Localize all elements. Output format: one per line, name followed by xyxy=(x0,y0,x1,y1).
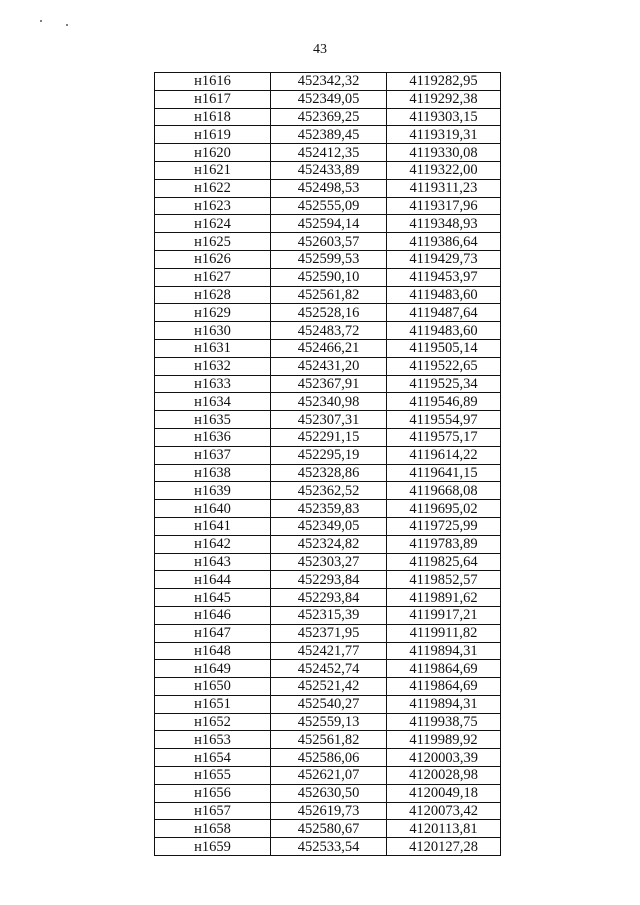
y-coordinate-cell: 4119303,15 xyxy=(387,108,501,126)
x-coordinate-cell: 452412,35 xyxy=(271,144,387,162)
table-row xyxy=(155,161,501,179)
x-coordinate-cell: 452328,86 xyxy=(271,464,387,482)
x-coordinate-cell: 452421,77 xyxy=(271,642,387,660)
page-number: 43 xyxy=(313,42,327,57)
table-row xyxy=(155,90,501,108)
point-id-cell: н1646 xyxy=(155,606,271,624)
point-id-cell: н1635 xyxy=(155,411,271,429)
point-id-cell: н1629 xyxy=(155,304,271,322)
point-id-cell: н1649 xyxy=(155,660,271,678)
y-coordinate-cell: 4119891,62 xyxy=(387,589,501,607)
x-coordinate-cell: 452342,32 xyxy=(271,73,387,91)
point-id-cell: н1621 xyxy=(155,161,271,179)
x-coordinate-cell: 452619,73 xyxy=(271,802,387,820)
point-id-cell: н1625 xyxy=(155,233,271,251)
y-coordinate-cell: 4119292,38 xyxy=(387,90,501,108)
table-row xyxy=(155,108,501,126)
x-coordinate-cell: 452603,57 xyxy=(271,233,387,251)
scan-dot-right xyxy=(66,24,68,26)
point-id-cell: н1617 xyxy=(155,90,271,108)
x-coordinate-cell: 452580,67 xyxy=(271,820,387,838)
x-coordinate-cell: 452561,82 xyxy=(271,286,387,304)
point-id-cell: н1631 xyxy=(155,339,271,357)
x-coordinate-cell: 452561,82 xyxy=(271,731,387,749)
y-coordinate-cell: 4120127,28 xyxy=(387,838,501,856)
point-id-cell: н1641 xyxy=(155,517,271,535)
point-id-cell: н1628 xyxy=(155,286,271,304)
table-row xyxy=(155,446,501,464)
table-row xyxy=(155,215,501,233)
x-coordinate-cell: 452533,54 xyxy=(271,838,387,856)
table-row xyxy=(155,767,501,785)
point-id-cell: н1616 xyxy=(155,73,271,91)
y-coordinate-cell: 4119483,60 xyxy=(387,286,501,304)
table-row xyxy=(155,713,501,731)
x-coordinate-cell: 452540,27 xyxy=(271,695,387,713)
y-coordinate-cell: 4119282,95 xyxy=(387,73,501,91)
x-coordinate-cell: 452293,84 xyxy=(271,571,387,589)
point-id-cell: н1627 xyxy=(155,268,271,286)
x-coordinate-cell: 452498,53 xyxy=(271,179,387,197)
scan-dot-left xyxy=(40,20,42,22)
point-id-cell: н1657 xyxy=(155,802,271,820)
table-row xyxy=(155,197,501,215)
y-coordinate-cell: 4119317,96 xyxy=(387,197,501,215)
x-coordinate-cell: 452452,74 xyxy=(271,660,387,678)
point-id-cell: н1658 xyxy=(155,820,271,838)
x-coordinate-cell: 452359,83 xyxy=(271,500,387,518)
y-coordinate-cell: 4119505,14 xyxy=(387,339,501,357)
point-id-cell: н1653 xyxy=(155,731,271,749)
table-row xyxy=(155,660,501,678)
coordinates-table-body xyxy=(155,73,501,856)
y-coordinate-cell: 4119546,89 xyxy=(387,393,501,411)
x-coordinate-cell: 452590,10 xyxy=(271,268,387,286)
point-id-cell: н1624 xyxy=(155,215,271,233)
x-coordinate-cell: 452367,91 xyxy=(271,375,387,393)
table-row xyxy=(155,339,501,357)
point-id-cell: н1636 xyxy=(155,428,271,446)
y-coordinate-cell: 4119864,69 xyxy=(387,660,501,678)
x-coordinate-cell: 452431,20 xyxy=(271,357,387,375)
table-row xyxy=(155,393,501,411)
point-id-cell: н1640 xyxy=(155,500,271,518)
point-id-cell: н1632 xyxy=(155,357,271,375)
point-id-cell: н1655 xyxy=(155,767,271,785)
table-row xyxy=(155,606,501,624)
y-coordinate-cell: 4119917,21 xyxy=(387,606,501,624)
y-coordinate-cell: 4119938,75 xyxy=(387,713,501,731)
point-id-cell: н1648 xyxy=(155,642,271,660)
table-row xyxy=(155,589,501,607)
x-coordinate-cell: 452521,42 xyxy=(271,678,387,696)
point-id-cell: н1643 xyxy=(155,553,271,571)
point-id-cell: н1652 xyxy=(155,713,271,731)
table-row xyxy=(155,286,501,304)
table-row xyxy=(155,357,501,375)
x-coordinate-cell: 452466,21 xyxy=(271,339,387,357)
y-coordinate-cell: 4119614,22 xyxy=(387,446,501,464)
x-coordinate-cell: 452369,25 xyxy=(271,108,387,126)
x-coordinate-cell: 452483,72 xyxy=(271,322,387,340)
y-coordinate-cell: 4119487,64 xyxy=(387,304,501,322)
y-coordinate-cell: 4119348,93 xyxy=(387,215,501,233)
x-coordinate-cell: 452528,16 xyxy=(271,304,387,322)
point-id-cell: н1651 xyxy=(155,695,271,713)
table-row xyxy=(155,250,501,268)
table-row xyxy=(155,411,501,429)
x-coordinate-cell: 452559,13 xyxy=(271,713,387,731)
y-coordinate-cell: 4120028,98 xyxy=(387,767,501,785)
x-coordinate-cell: 452362,52 xyxy=(271,482,387,500)
table-row xyxy=(155,179,501,197)
table-row xyxy=(155,678,501,696)
x-coordinate-cell: 452307,31 xyxy=(271,411,387,429)
y-coordinate-cell: 4119319,31 xyxy=(387,126,501,144)
x-coordinate-cell: 452555,09 xyxy=(271,197,387,215)
x-coordinate-cell: 452621,07 xyxy=(271,767,387,785)
table-row xyxy=(155,464,501,482)
table-row xyxy=(155,126,501,144)
table-row xyxy=(155,820,501,838)
point-id-cell: н1618 xyxy=(155,108,271,126)
table-row xyxy=(155,233,501,251)
y-coordinate-cell: 4119864,69 xyxy=(387,678,501,696)
point-id-cell: н1626 xyxy=(155,250,271,268)
x-coordinate-cell: 452324,82 xyxy=(271,535,387,553)
y-coordinate-cell: 4120049,18 xyxy=(387,784,501,802)
table-row xyxy=(155,624,501,642)
table-row xyxy=(155,553,501,571)
coordinates-table xyxy=(154,72,501,856)
table-row xyxy=(155,571,501,589)
point-id-cell: н1619 xyxy=(155,126,271,144)
point-id-cell: н1650 xyxy=(155,678,271,696)
x-coordinate-cell: 452371,95 xyxy=(271,624,387,642)
y-coordinate-cell: 4119825,64 xyxy=(387,553,501,571)
y-coordinate-cell: 4119575,17 xyxy=(387,428,501,446)
table-row xyxy=(155,428,501,446)
y-coordinate-cell: 4119725,99 xyxy=(387,517,501,535)
x-coordinate-cell: 452586,06 xyxy=(271,749,387,767)
x-coordinate-cell: 452630,50 xyxy=(271,784,387,802)
y-coordinate-cell: 4119453,97 xyxy=(387,268,501,286)
x-coordinate-cell: 452340,98 xyxy=(271,393,387,411)
y-coordinate-cell: 4120113,81 xyxy=(387,820,501,838)
table-row xyxy=(155,322,501,340)
point-id-cell: н1644 xyxy=(155,571,271,589)
point-id-cell: н1645 xyxy=(155,589,271,607)
point-id-cell: н1630 xyxy=(155,322,271,340)
table-row xyxy=(155,749,501,767)
table-row xyxy=(155,500,501,518)
x-coordinate-cell: 452295,19 xyxy=(271,446,387,464)
point-id-cell: н1654 xyxy=(155,749,271,767)
point-id-cell: н1659 xyxy=(155,838,271,856)
y-coordinate-cell: 4119322,00 xyxy=(387,161,501,179)
table-row xyxy=(155,642,501,660)
y-coordinate-cell: 4120073,42 xyxy=(387,802,501,820)
y-coordinate-cell: 4119894,31 xyxy=(387,642,501,660)
x-coordinate-cell: 452594,14 xyxy=(271,215,387,233)
x-coordinate-cell: 452315,39 xyxy=(271,606,387,624)
y-coordinate-cell: 4119989,92 xyxy=(387,731,501,749)
y-coordinate-cell: 4119554,97 xyxy=(387,411,501,429)
y-coordinate-cell: 4119783,89 xyxy=(387,535,501,553)
table-row xyxy=(155,802,501,820)
table-row xyxy=(155,535,501,553)
point-id-cell: н1642 xyxy=(155,535,271,553)
x-coordinate-cell: 452433,89 xyxy=(271,161,387,179)
x-coordinate-cell: 452599,53 xyxy=(271,250,387,268)
table-row xyxy=(155,482,501,500)
y-coordinate-cell: 4119695,02 xyxy=(387,500,501,518)
y-coordinate-cell: 4119522,65 xyxy=(387,357,501,375)
x-coordinate-cell: 452291,15 xyxy=(271,428,387,446)
y-coordinate-cell: 4119894,31 xyxy=(387,695,501,713)
table-row xyxy=(155,73,501,91)
point-id-cell: н1638 xyxy=(155,464,271,482)
table-row xyxy=(155,695,501,713)
table-row xyxy=(155,268,501,286)
table-row xyxy=(155,304,501,322)
y-coordinate-cell: 4119911,82 xyxy=(387,624,501,642)
y-coordinate-cell: 4119641,15 xyxy=(387,464,501,482)
y-coordinate-cell: 4119330,08 xyxy=(387,144,501,162)
point-id-cell: н1637 xyxy=(155,446,271,464)
table-row xyxy=(155,375,501,393)
point-id-cell: н1639 xyxy=(155,482,271,500)
table-row xyxy=(155,731,501,749)
x-coordinate-cell: 452303,27 xyxy=(271,553,387,571)
y-coordinate-cell: 4119429,73 xyxy=(387,250,501,268)
y-coordinate-cell: 4119525,34 xyxy=(387,375,501,393)
point-id-cell: н1633 xyxy=(155,375,271,393)
point-id-cell: н1634 xyxy=(155,393,271,411)
point-id-cell: н1656 xyxy=(155,784,271,802)
y-coordinate-cell: 4120003,39 xyxy=(387,749,501,767)
y-coordinate-cell: 4119668,08 xyxy=(387,482,501,500)
y-coordinate-cell: 4119483,60 xyxy=(387,322,501,340)
y-coordinate-cell: 4119311,23 xyxy=(387,179,501,197)
y-coordinate-cell: 4119386,64 xyxy=(387,233,501,251)
x-coordinate-cell: 452349,05 xyxy=(271,90,387,108)
table-row xyxy=(155,838,501,856)
y-coordinate-cell: 4119852,57 xyxy=(387,571,501,589)
table-row xyxy=(155,144,501,162)
table-row xyxy=(155,517,501,535)
point-id-cell: н1620 xyxy=(155,144,271,162)
point-id-cell: н1647 xyxy=(155,624,271,642)
x-coordinate-cell: 452389,45 xyxy=(271,126,387,144)
x-coordinate-cell: 452349,05 xyxy=(271,517,387,535)
point-id-cell: н1622 xyxy=(155,179,271,197)
x-coordinate-cell: 452293,84 xyxy=(271,589,387,607)
point-id-cell: н1623 xyxy=(155,197,271,215)
table-row xyxy=(155,784,501,802)
